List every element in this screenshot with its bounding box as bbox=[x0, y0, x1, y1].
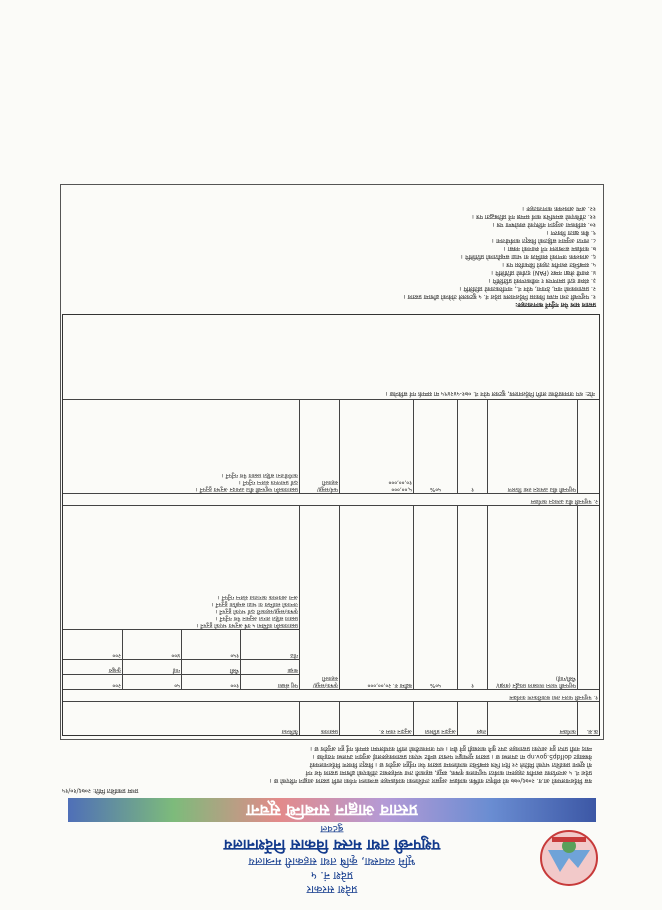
th-serial: क्र.स. bbox=[577, 701, 599, 735]
note-item: ५. सम्बन्धित स्थानीय तहको सिफारिस पत्र । bbox=[502, 261, 596, 268]
th-target: लक्ष्य bbox=[457, 701, 487, 735]
note-item: ८. लागत अनुमान सहितको विस्तृत कार्ययोजना । bbox=[491, 237, 596, 244]
program-table bbox=[62, 314, 600, 736]
sub-head-4: २०० bbox=[63, 674, 122, 689]
sub-head-2: १०० bbox=[181, 674, 240, 689]
notes-title: नोट: थप जानकारीका लागि निर्देशनालय, बुटवल फोन नं. ०७१-५४२४९५ मा सम्पर्क गर्न सकिनेछ । bbox=[385, 390, 595, 397]
header-directorate: पशुपन्छी तथा मत्स्य विकास निर्देशनालय bbox=[223, 836, 441, 854]
section-2-title: २. पशुपन्छी बीउ उत्पादन कार्यक्रम bbox=[63, 493, 599, 505]
notice-title-banner bbox=[68, 798, 596, 822]
row1-serial bbox=[577, 505, 599, 689]
row1-remarks: प्रस्तावकसँग कम्तिमा ५ वर्ष अनुभव भएको हुनुपर्ने । प्रस्ताव सहित लागत अनुमान पेश गर्नुपर्ने । कृषक/समूह/सहकारी दर्ता भएको हुनुपर्ने । जग्गाको स्वामित्व वा भाडा सम्झौता हुनुपर्ने । अन्य आवश्यक कागजात संलग्न गर्नुपर्ने । bbox=[63, 505, 299, 629]
government-emblem-icon bbox=[538, 828, 600, 888]
row1-percent: ५०% bbox=[413, 505, 457, 689]
sub-label-1: बाख्रा bbox=[240, 659, 299, 674]
notes-block bbox=[63, 315, 599, 399]
note-item: ३. संस्था दर्ता प्रमाणपत्र र नवीकरणको प्रतिलिपि । bbox=[488, 277, 596, 284]
th-program: कार्यक्रम bbox=[487, 701, 577, 735]
note-item: ४. स्थायी लेखा नम्बर (PAN) दर्ताको प्रतिलिपि । bbox=[491, 269, 596, 276]
note-item: ७. कार्यक्रम सञ्चालन गर्ने स्थानको नक्सा । bbox=[503, 245, 596, 252]
row2-remarks: प्रस्तावकसँग पशुपन्छी बीउ उत्पादन अनुभव हुनुपर्ने । दर्ता प्रमाणपत्र संलग्न गर्नुपर्ने । कार्ययोजना सहित प्रस्ताव पेश गर्नुपर्ने । bbox=[63, 399, 299, 493]
sub-val-3: ४०० bbox=[122, 629, 181, 659]
sub-val-4: २०० bbox=[112, 652, 121, 658]
row1-target: १ bbox=[457, 505, 487, 689]
note-item: २. प्रस्तावकको नाम, ठेगाना, फोन नं., नागरिकताको प्रतिलिपि । bbox=[459, 285, 596, 292]
sub-head-1: पशु संख्या bbox=[240, 674, 299, 689]
row1-subtable bbox=[63, 629, 299, 689]
sub-val-1: गोठ bbox=[240, 629, 299, 659]
intro-paragraph: यस निर्देशनालयको आ.व. २०७६/०७७ को स्वीकृत वार्षिक कार्यक्रम अनुसार तपशिलका कार्यक्रमहरु सञ्चालन गर्नका लागि प्रस्ताव आह्वान गरिएको छ । प्रदेश नं. ५ अन्तर्गतका स्थानीय तहहरुमा कार्यरत पशुपालक कृषक, समूह, सहकारी तथा फर्महरुबाट तोकिएको ढाँचामा प्रस्ताव पेश गर्न यो सूचना प्रकाशित भएको मितिले २१ दिन भित्र सम्बन्धित कार्यालयमा प्रस्ताव पेश गर्नुहुन अनुरोध छ । विस्तृत विवरण निर्देशनालयको वेबसाइट dolfdp5.gov.np मा उपलब्ध छ । प्रस्ताव मूल्याङ्कन पश्चात छनौट भएका प्रस्तावकहरुलाई अनुदान उपलब्ध गराइनेछ । म्याद नाघी प्राप्त हुन आएका प्रस्तावहरु उपर कुनै कारबाही हुने छैन । थप जानकारीको लागि कार्यालयमा सम्पर्क गर्नु हुन अनुरोध छ । bbox=[269, 745, 592, 784]
th-applicant: प्रस्तावक bbox=[299, 701, 339, 735]
notice-title: प्रस्ताव आह्वान सम्बन्धि सूचना bbox=[246, 801, 418, 820]
row2-serial bbox=[577, 399, 599, 493]
row2-target: १ bbox=[457, 399, 487, 493]
note-item: ९. बैंक खाता विवरण । bbox=[546, 229, 596, 236]
row1-applicant: कृषक/समूह/ सहकारी bbox=[299, 505, 339, 689]
note-item: १२. अन्य आवश्यक कागजातहरु । bbox=[522, 205, 596, 212]
sub-head-3: ५० bbox=[122, 674, 181, 689]
note-item: ६. आवश्यक जग्गाको स्वामित्व वा भाडा सम्झौताको प्रतिलिपि । bbox=[461, 253, 596, 260]
required-documents-list bbox=[68, 204, 596, 308]
th-remarks: कैफियत bbox=[63, 701, 299, 735]
note-item: १. पशुपन्छी तथा मत्स्य विकास निर्देशनालय प्रदेश नं. ५ बुटवलले तोकेको ढाँचामा प्रस्ताव । bbox=[403, 293, 596, 300]
notes-heading: प्रस्ताव साथ पेश गर्नुपर्ने कागजातहरु: bbox=[515, 301, 596, 308]
section-1-title: १. पशुपन्छी पालन तथा बजारीकरण कार्यक्रम bbox=[63, 689, 599, 701]
sub-label-2: भैंसी bbox=[181, 659, 240, 674]
header-province: प्रदेश नं. ५ bbox=[311, 869, 353, 882]
publish-date: प्रथम प्रकाशित मिति: २०७६/१०/१५ bbox=[62, 787, 139, 794]
sub-label-4: कुखुरा bbox=[63, 659, 122, 674]
th-percent: अनुदान प्रतिशत bbox=[413, 701, 457, 735]
note-item: १०. साविकमा अनुदान नलिएको स्वघोषणा पत्र । bbox=[492, 221, 596, 228]
sub-label-3: गाई bbox=[122, 659, 181, 674]
header-ministry: भूमि व्यवस्था, कृषि तथा सहकारी मन्त्रालय bbox=[248, 855, 416, 868]
sub-val-2: १५० bbox=[181, 629, 240, 659]
row1-program: पशुपन्छी पालन व्यवसाय प्रवर्द्धन (बाख्रा/भैंसी/गाई) bbox=[487, 505, 577, 689]
row2-program: पशुपन्छी बीउ उत्पादन तथा वितरण bbox=[487, 399, 577, 493]
row2-percent: ५०% bbox=[413, 399, 457, 493]
note-item: ११. तोकिएको समयभित्र कार्य सम्पन्न गर्ने प्रतिबद्धता पत्र । bbox=[472, 213, 596, 220]
row1-amount: बढीमा रु. २०,००,००० bbox=[339, 505, 413, 689]
th-amount: अनुदान रकम रु. bbox=[339, 701, 413, 735]
header-city: बुटवल bbox=[320, 823, 344, 834]
row2-amount: ५,००,००० १०,००,००० bbox=[339, 399, 413, 493]
row2-applicant: फर्म/समूह/सहकारी bbox=[299, 399, 339, 493]
header-country: प्रदेश सरकार bbox=[306, 883, 358, 896]
